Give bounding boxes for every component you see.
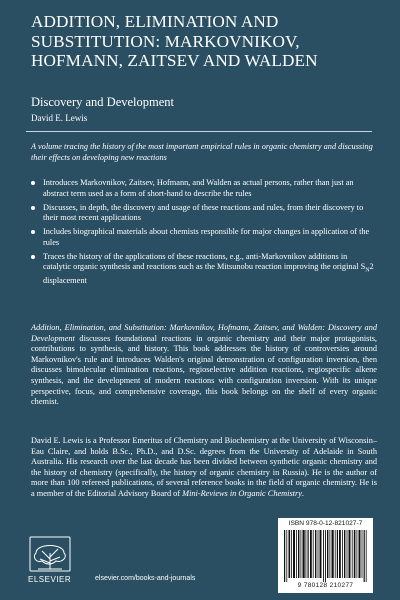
title-line-3: HOFMANN, ZAITSEV AND WALDEN [31,51,318,70]
barcode-icon [284,530,367,582]
tagline: A volume tracing the history of the most important empirical rules in organic chemistry and discussing their effects on developing new reactions [31,142,373,162]
list-item: Includes biographical materials about chemists responsible for major changes in application of the rules [31,227,377,248]
book-title [31,12,391,71]
author-bio: David E. Lewis is a Professor Emeritus of Chemistry and Biochemistry at the University of Wisconsin–Eau Claire, and holds B.Sc., Ph.D., and D.Sc. degrees from the University of Adelaide in South Australia. His research over the last decade has been divided between synthetic organic chemistry and the history of chemistry (specifically, the history of organic chemistry in Russia). He is the author of more than 100 refereed publications, of several reference books in the field of organic chemistry. He is a member of the Editorial Advisory Board of Mini-Reviews in Organic Chemistry. [31,436,377,498]
bullet-icon [31,230,35,234]
list-item: Discusses, in depth, the discovery and usage of these reactions and rules, from their discovery to their most recent applications [31,203,377,224]
subscript: N [365,267,370,274]
feature-list [31,178,377,290]
bullet-icon [31,255,35,259]
description-body: discusses foundational reactions in organic chemistry and their major protagonists, contributions to synthesis, and history. This book addresses the history of controversies around Markovnikov's rule and introduces Walden's original demonstration of configuration inversion, then discusses bimolecular elimination reactions, regioselective addition reactions, regiospecific alkene synthesis, and the development of modern reactions with configuration inversion. With its unique perspective, focus, and comprehensive coverage, this book belongs on the shelf of every organic chemist. [31,333,377,407]
book-subtitle: Discovery and Development [31,95,175,109]
list-item: Introduces Markovnikov, Zaitsev, Hofmann, and Walden as actual persons, rather than just an abstract term used as a form of short-hand to describe the rules [31,178,377,199]
description [31,323,377,408]
title-line-1: ADDITION, ELIMINATION AND [31,12,279,31]
barcode-panel [278,518,373,593]
list-item: Traces the history of the applications of these reactions, e.g., anti-Markovnikov additions in catalytic organic synthesis and reactions such as the Mitsunobu reaction improving the original $S_N2$ displacement [31,252,377,287]
publisher-url: elsevier.com/books-and-journals [95,575,196,582]
bio-body: David E. Lewis is a Professor Emeritus of Chemistry and Biochemistry at the University of Wisconsin–Eau Claire, and holds B.Sc., Ph.D., and D.Sc. degrees from the University of Adelaide in South Australia. His research over the last decade has been divided between synthetic organic chemistry and the history of chemistry (specifically, the history of organic chemistry in Russia). He is the author of more than 100 refereed publications, of several reference books in the field of organic chemistry. He is a member of the Editorial Advisory Board of [31,436,377,498]
publisher-name: ELSEVIER [28,575,72,584]
isbn-text: ISBN 978-0-12-821027-7 [288,520,363,527]
bullet-icon [31,181,35,185]
barcode-number: 9 780128 210277 [297,582,354,589]
bio-journal: Mini-Reviews in Organic Chemistry [182,488,302,498]
description-title: Addition, Elimination, and Substitution: Markovnikov, Hofmann, Zaitsev, and Walden: Discovery and Development [31,323,377,343]
divider [26,131,372,132]
title-line-2: SUBSTITUTION: MARKOVNIKOV, [31,31,300,51]
author-name: David E. Lewis [31,113,88,123]
bullet-icon [31,206,35,210]
